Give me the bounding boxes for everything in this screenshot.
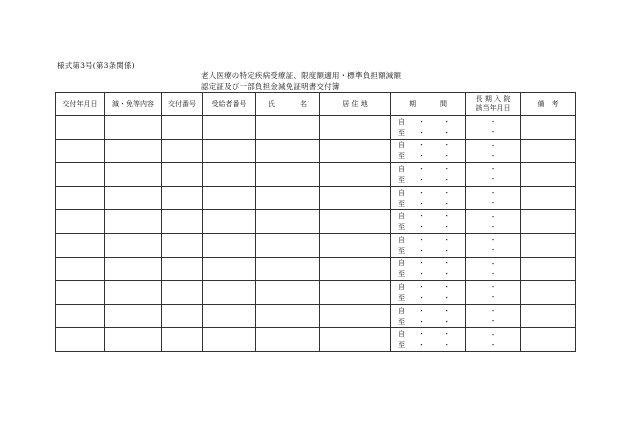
recipient-number-cell[interactable] [203,304,256,328]
period-to-label: 至 [398,293,405,302]
period-to-dots: ・ ・ [418,175,459,184]
period-from-line [391,234,465,245]
table-header-row [56,93,576,116]
period-to-line [391,269,465,280]
period-to-line [391,127,465,138]
header-issue-number: 交付番号 [162,93,203,116]
issue-number-cell[interactable] [162,139,203,163]
long-stay-date-dots: ・ ・ [489,189,507,208]
name-cell[interactable] [256,139,320,163]
table-row [56,328,576,352]
long-stay-date-dots: ・ ・ [489,259,507,278]
period-from-line [391,211,465,222]
period-cell[interactable] [391,186,466,210]
period-from-label: 自 [398,188,405,197]
reduction-details-cell[interactable] [105,304,162,328]
recipient-number-cell[interactable] [203,186,256,210]
name-cell[interactable] [256,233,320,257]
reduction-details-cell[interactable] [105,328,162,352]
date-issued-cell[interactable] [56,116,105,140]
date-issued-cell[interactable] [56,210,105,234]
date-issued-cell[interactable] [56,328,105,352]
period-to-dots: ・ ・ [418,270,459,279]
period-from-label: 自 [398,164,405,173]
date-issued-cell[interactable] [56,257,105,281]
period-from-line [391,305,465,316]
table-row [56,139,576,163]
table-row [56,163,576,187]
remarks-cell[interactable] [521,304,576,328]
period-to-label: 至 [398,341,405,350]
remarks-cell[interactable] [521,257,576,281]
period-from-dots: ・ ・ [418,330,459,339]
header-address: 居 住 地 [320,93,391,116]
period-to-line [391,316,465,327]
table-row [56,304,576,328]
period-cell[interactable] [391,257,466,281]
address-cell[interactable] [320,328,391,352]
period-from-line [391,258,465,269]
reduction-details-cell[interactable] [105,116,162,140]
address-cell[interactable] [320,186,391,210]
long-stay-date-cell[interactable] [466,257,521,281]
title-line-2: 認定証及び一部負担金減免証明書交付簿 [201,81,340,91]
date-issued-cell[interactable] [56,139,105,163]
period-from-line [391,329,465,340]
long-stay-date-cell[interactable] [466,139,521,163]
address-cell[interactable] [320,210,391,234]
reduction-details-cell[interactable] [105,186,162,210]
name-cell[interactable] [256,210,320,234]
period-cell[interactable] [391,210,466,234]
header-recipient-number: 受給者番号 [203,93,256,116]
table-row [56,116,576,140]
period-to-line [391,340,465,351]
period-to-line [391,174,465,185]
period-cell[interactable] [391,116,466,140]
table-row [56,210,576,234]
period-from-label: 自 [398,282,405,291]
remarks-cell[interactable] [521,116,576,140]
table-row [56,257,576,281]
address-cell[interactable] [320,163,391,187]
table-body [56,116,576,352]
period-to-label: 至 [398,270,405,279]
remarks-cell[interactable] [521,281,576,305]
remarks-cell[interactable] [521,233,576,257]
period-from-label: 自 [398,306,405,315]
long-stay-date-dots: ・ ・ [489,330,507,349]
recipient-number-cell[interactable] [203,257,256,281]
address-cell[interactable] [320,281,391,305]
address-cell[interactable] [320,257,391,281]
recipient-number-cell[interactable] [203,116,256,140]
period-to-dots: ・ ・ [418,152,459,161]
long-stay-date-dots: ・ ・ [489,283,507,302]
long-stay-date-cell[interactable] [466,163,521,187]
period-from-label: 自 [398,259,405,268]
recipient-number-cell[interactable] [203,281,256,305]
remarks-cell[interactable] [521,328,576,352]
form-number: 様式第3号(第3条関係) [57,61,135,70]
header-period-right: 間 [440,99,447,108]
period-from-dots: ・ ・ [418,212,459,221]
header-long-stay-date [466,93,521,116]
period-from-line [391,187,465,198]
period-cell[interactable] [391,163,466,187]
date-issued-cell[interactable] [56,233,105,257]
period-to-label: 至 [398,223,405,232]
long-stay-date-cell[interactable] [466,328,521,352]
header-date-issued: 交付年月日 [56,93,105,116]
address-cell[interactable] [320,116,391,140]
date-issued-cell[interactable] [56,186,105,210]
name-cell[interactable] [256,304,320,328]
period-cell[interactable] [391,328,466,352]
date-issued-cell[interactable] [56,304,105,328]
period-from-label: 自 [398,235,405,244]
table-row [56,186,576,210]
period-to-dots: ・ ・ [418,223,459,232]
remarks-cell[interactable] [521,210,576,234]
recipient-number-cell[interactable] [203,139,256,163]
long-stay-date-dots: ・ ・ [489,141,507,160]
header-period [391,93,466,116]
header-name [256,93,320,116]
reduction-details-cell[interactable] [105,233,162,257]
period-from-dots: ・ ・ [418,235,459,244]
period-from-dots: ・ ・ [418,164,459,173]
reduction-details-cell[interactable] [105,257,162,281]
period-from-dots: ・ ・ [418,259,459,268]
header-name-left: 氏 [268,99,275,108]
address-cell[interactable] [320,304,391,328]
remarks-cell[interactable] [521,163,576,187]
issue-number-cell[interactable] [162,116,203,140]
issue-number-cell[interactable] [162,186,203,210]
period-cell[interactable] [391,304,466,328]
document-title [201,71,401,92]
period-to-label: 至 [398,199,405,208]
reduction-details-cell[interactable] [105,281,162,305]
period-from-line [391,281,465,292]
address-cell[interactable] [320,233,391,257]
period-from-dots: ・ ・ [418,188,459,197]
header-period-left: 期 [409,99,416,108]
name-cell[interactable] [256,116,320,140]
period-to-label: 至 [398,246,405,255]
title-line-1: 老人医療の特定疾病受療証、限度額適用・標準負担額減額 [201,71,402,80]
period-to-line [391,245,465,256]
period-to-dots: ・ ・ [418,317,459,326]
period-to-dots: ・ ・ [418,199,459,208]
address-cell[interactable] [320,139,391,163]
long-stay-date-cell[interactable] [466,281,521,305]
period-from-dots: ・ ・ [418,117,459,126]
recipient-number-cell[interactable] [203,163,256,187]
recipient-number-cell[interactable] [203,233,256,257]
table-row [56,233,576,257]
period-to-line [391,198,465,209]
period-from-label: 自 [398,212,405,221]
long-stay-date-dots: ・ ・ [489,307,507,326]
header-long-stay-line2: 該当年月日 [475,104,511,112]
period-cell[interactable] [391,233,466,257]
issuance-register-table [55,92,576,352]
long-stay-date-dots: ・ ・ [489,236,507,255]
period-to-label: 至 [398,317,405,326]
header-reduction-details: 減・免等内容 [105,93,162,116]
issue-number-cell[interactable] [162,233,203,257]
recipient-number-cell[interactable] [203,210,256,234]
long-stay-date-cell[interactable] [466,210,521,234]
period-to-line [391,292,465,303]
period-to-label: 至 [398,175,405,184]
period-cell[interactable] [391,139,466,163]
period-from-dots: ・ ・ [418,141,459,150]
period-from-label: 自 [398,141,405,150]
long-stay-date-cell[interactable] [466,186,521,210]
period-to-dots: ・ ・ [418,293,459,302]
period-from-label: 自 [398,117,405,126]
header-long-stay-line1: 長 期 入 院 [475,95,511,103]
period-to-dots: ・ ・ [418,128,459,137]
long-stay-date-dots: ・ ・ [489,212,507,231]
table-row [56,281,576,305]
period-from-line [391,140,465,151]
period-to-line [391,222,465,233]
reduction-details-cell[interactable] [105,139,162,163]
period-to-label: 至 [398,128,405,137]
name-cell[interactable] [256,257,320,281]
long-stay-date-dots: ・ ・ [489,118,507,137]
header-name-right: 名 [300,99,307,108]
date-issued-cell[interactable] [56,163,105,187]
remarks-cell[interactable] [521,186,576,210]
long-stay-date-cell[interactable] [466,116,521,140]
period-to-dots: ・ ・ [418,246,459,255]
recipient-number-cell[interactable] [203,328,256,352]
header-remarks: 備 考 [521,93,576,116]
period-to-line [391,151,465,162]
name-cell[interactable] [256,281,320,305]
issue-number-cell[interactable] [162,304,203,328]
long-stay-date-dots: ・ ・ [489,165,507,184]
long-stay-date-cell[interactable] [466,304,521,328]
name-cell[interactable] [256,328,320,352]
issue-number-cell[interactable] [162,328,203,352]
long-stay-date-cell[interactable] [466,233,521,257]
issue-number-cell[interactable] [162,281,203,305]
reduction-details-cell[interactable] [105,163,162,187]
remarks-cell[interactable] [521,139,576,163]
name-cell[interactable] [256,186,320,210]
issue-number-cell[interactable] [162,163,203,187]
period-from-line [391,116,465,127]
period-from-dots: ・ ・ [418,306,459,315]
date-issued-cell[interactable] [56,281,105,305]
name-cell[interactable] [256,163,320,187]
period-from-dots: ・ ・ [418,282,459,291]
reduction-details-cell[interactable] [105,210,162,234]
issue-number-cell[interactable] [162,257,203,281]
period-to-dots: ・ ・ [418,341,459,350]
period-cell[interactable] [391,281,466,305]
period-from-label: 自 [398,330,405,339]
period-to-label: 至 [398,152,405,161]
period-from-line [391,163,465,174]
issue-number-cell[interactable] [162,210,203,234]
